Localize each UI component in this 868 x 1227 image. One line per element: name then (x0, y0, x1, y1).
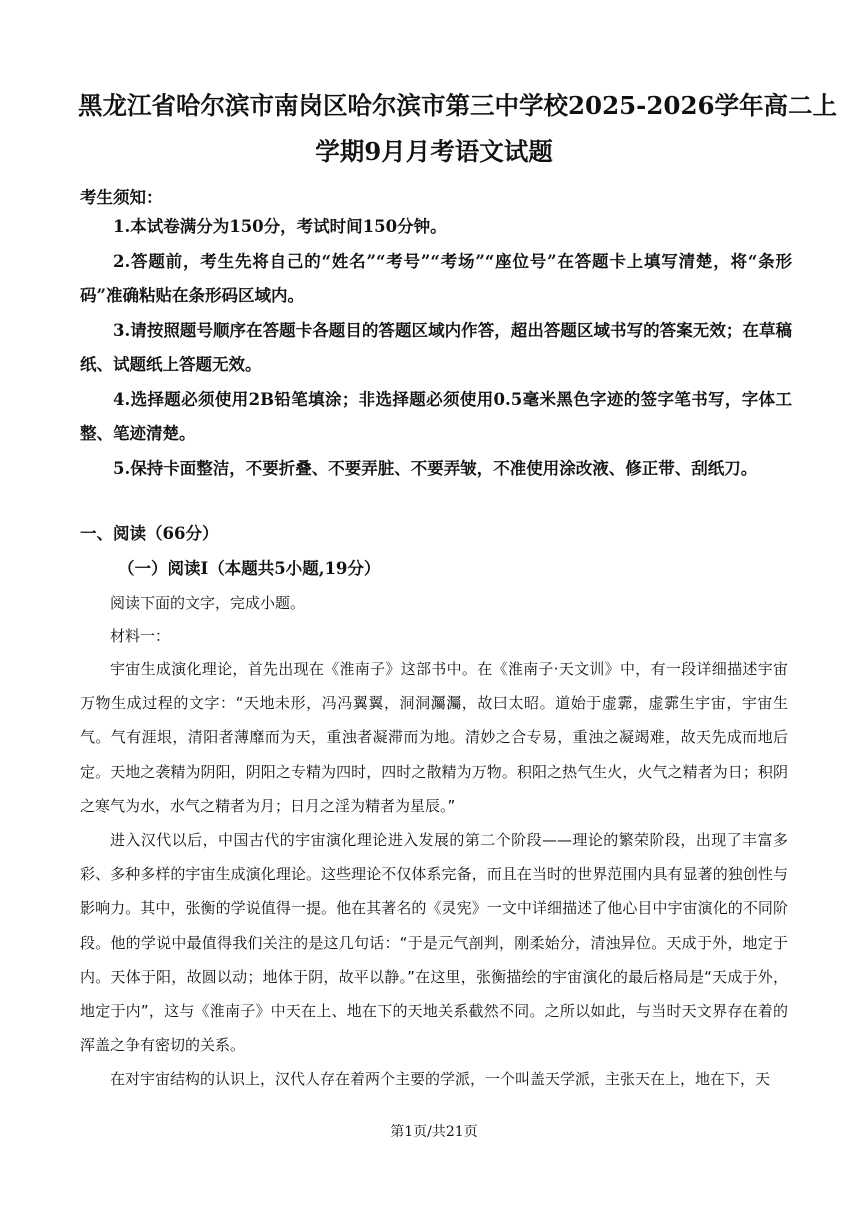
notice-item: 2.答题前，考生先将自己的“姓名”“考号”“考场”“座位号”在答题卡上填写清楚，将“条形码”准确粘贴在条形码区域内。 (80, 251, 792, 305)
body-paragraph: 宇宙生成演化理论，首先出现在《淮南子》这部书中。在《淮南子·天文训》中，有一段详细描述宇宙万物生成过程的文字：“天地未形，冯冯翼翼，洞洞灟灟，故曰太昭。道始于虚霩，虚霩生宇宙，宇宙生气。气有涯垠，清阳者薄靡而为天，重浊者凝滞而为地。清妙之合专易，重浊之凝竭难，故天先成而地后定。天地之袭精为阴阳，阴阳之专精为四时，四时之散精为万物。积阳之热气生火，火气之精者为日；积阴之寒气为水，水气之精者为月；日月之淫为精者为星辰。” (80, 660, 788, 815)
subsection-heading: （一）阅读Ⅰ（本题共5小题,19分） (118, 559, 381, 578)
notice-item: 1.本试卷满分为150分，考试时间150分钟。 (113, 217, 447, 236)
document-title-line-1: 黑龙江省哈尔滨市南岗区哈尔滨市第三中学校2025-2026学年高二上 (78, 91, 838, 120)
reading-instruction: 阅读下面的文字，完成小题。 (110, 594, 306, 612)
material-label: 材料一： (110, 627, 171, 645)
body-paragraph: 进入汉代以后，中国古代的宇宙演化理论进入发展的第二个阶段——理论的繁荣阶段，出现了丰富多彩、多种多样的宇宙生成演化理论。这些理论不仅体系完备，而且在当时的世界范围内具有显著的独创性与影响力。其中，张衡的学说值得一提。他在其著名的《灵宪》一文中详细描述了他心目中宇宙演化的不同阶段。他的学说中最值得我们关注的是这几句话：“于是元气剖判，刚柔始分，清浊异位。天成于外，地定于内。天体于阳，故圆以动；地体于阴，故平以静。”在这里，张衡描绘的宇宙演化的最后格局是“天成于外，地定于内”，这与《淮南子》中天在上、地在下的天地关系截然不同。之所以如此，与当时天文界存在着的浑盖之争有密切的关系。 (80, 831, 788, 1055)
material-body (80, 652, 788, 1097)
document-title-line-2: 学期9月月考语文试题 (315, 137, 553, 166)
notice-item: 3.请按照题号顺序在答题卡各题目的答题区域内作答，超出答题区域书写的答案无效；在草稿纸、试题纸上答题无效。 (80, 320, 792, 374)
notice-list (80, 210, 792, 486)
body-paragraph: 在对宇宙结构的认识上，汉代人存在着两个主要的学派，一个叫盖天学派，主张天在上，地在下，天 (110, 1070, 771, 1089)
notice-heading: 考生须知： (80, 188, 163, 207)
section-heading: 一、阅读（66分） (80, 524, 219, 543)
page-footer: 第1页/共21页 (390, 1124, 478, 1140)
notice-item: 4.选择题必须使用2B铅笔填涂；非选择题必须使用0.5毫米黑色字迹的签字笔书写，字体工整、笔迹清楚。 (80, 389, 792, 443)
notice-item: 5.保持卡面整洁，不要折叠、不要弄脏、不要弄皱，不准使用涂改液、修正带、刮纸刀。 (113, 458, 758, 478)
